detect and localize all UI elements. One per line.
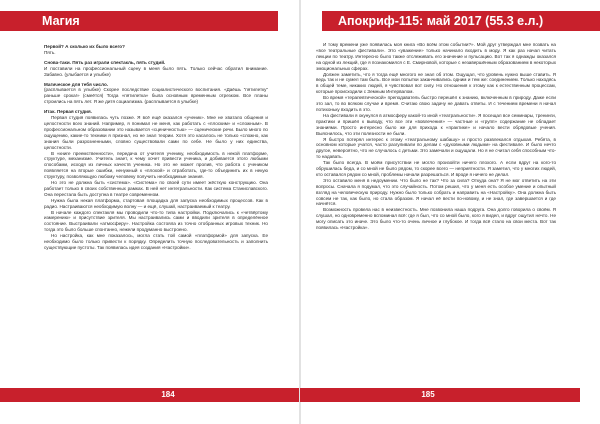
paragraph: На фестивали я окунулся в атмосферу какой-то иной «театральности». Я посещал все семинары, тренинги, практики и пришёл к выводу, что все эти «вовлечения» — частные и «групп» содержание не обладает знаниями. Просто интересно было же для прихода к «практике» и начало вести обрядовые учения. Выяснилось, что эти полезности не были. (316, 112, 556, 136)
paragraph: Первая студия появилась чуть позже. Я всё ещё оказался «ученик». Мне не хватало общения и целостности всех знаний. Например, я понимал не меня, как работать с «плоским» и «сложным». В профессиональном образовании это называется «сценичностью» — сценические речи. Было много по ощущению, какие-то техники я признал, но не знал теории. Хотя это касалось не только «сложно, как знания были разрозненными, словно существовали сами по себе. Не было у них единства, целостности. (44, 115, 268, 150)
paragraph: Но это не должна быть «система». «Система» по своей сути имеет жёсткую конструкцию. Она работает только в своих собственных рамках. В ней нет интегральности. Как система Станиславского. Она перестала быть доступна в театре современном. (44, 180, 268, 197)
paragraph: Так было всегда. В моём присутствии не могло произойти ничего плохого. А если вдруг на кого-то обрушилась беда, и со мной не было рядом, то скорее всего — неприятности. Я заметил, что у многих людей, кто оставался рядом со мной, проблемы начали разрешаться. И вроде я ничего не делал. (316, 160, 556, 177)
right-footer-bar (300, 388, 580, 402)
paragraph: Я быстро потерял интерес к этому «театральному шабашу» и просто развлекался отдыхая. Ребята, в основном которые учатся, часто разгуливали по делам с «духовными людьми» на фестивале. И было нечто другое, невероятно, что не случалось с детьми. Это замечали и ощущали. Но я не считал себя способным что-то надавать. (316, 136, 556, 160)
question: Магическое для тебя число. (44, 81, 109, 87)
paragraph: Нужна была некая платформа, стартовая площадка для запуска необходимых процессов. Как в радио. Настраиваются необходимую волну — и ещё, слушай, настраиваемый к театру. (44, 197, 268, 209)
paragraph: В начале каждого спектакля мы проводили что-то типа настройки. Подключались к «четвёртому измерению» и присутствие зрителя. Мы настраивались сами и вводили зрителя в определённое состояние. Выстраивали «атмосферу». Настройка состояла из точно отобранных игровых техник. Но тогда это было больше спонтанно, нежели продуманно выстроено. (44, 209, 268, 233)
left-header-bar (0, 11, 278, 31)
paragraph: Должен заметить, что я тогда ещё многого не знал об этом. Ощущал, что уровень нужно выше ставить. Я ведь так и не сумел там быть. Все мои попытки заканчивались одним и тем же: соединением. Только находясь в общей теме, никаких людей, я чувствовал вот силу. Но отношения к этому как к естественным процессам, которые происходили с Земным Интервалом. (316, 71, 556, 95)
page-number: 185 (421, 390, 435, 399)
answer: И поставили на профессиональный сцену в меня было пять. Только сейчас обратил внимание. Забавно. (улыбается и улыбке) (44, 65, 268, 77)
paragraph: Но настройка, как мне показалось, могла стать той самой «платформой» для запуска. Ее необходимо было только привести к порядку. Определить точную последовательность и заполнить существующие пустоты. Так появилась идея создания «Настройки». (44, 233, 268, 250)
paragraph: В «книге преемственности», передача от учителя ученику, необходимость в некой платформе, структуре, механизме. Учитель знает, к чему хочет привести ученика, и добивается этого любыми способами, исходя из личных качеств ученика. Но это не может пролив, что работа с учеником появляется на вторые ошибки, ненужный к «плохой» и отработать, где-то объединить их в некую структуру, позволяющую любому человеку получить необходимые знания. (44, 150, 268, 180)
paragraph: И тому времени уже появилась моя книга «Во всём этом событии?». Мой друг утверждал мне позвать на «все театральные фестивали». Это «уважение» только начинало входить в моду. Я как раз начал читать лекции по театру. Интересно было также отслеживать его значение и пульсацию. Вот так я однажды оказался на одной из лекций, где я познакомился с Е. Смирновой, которые с незавершённым образованием в некоторых эмоциональных сферах. (316, 42, 556, 71)
answer: Пять. (44, 49, 56, 55)
page-number: 184 (161, 390, 175, 399)
paragraph: Возможность провела нас в неизвестность. Мне позвонила наша подруга. Она долго говорила о своём. Я слушал, но одновременно вспоминал всё: где я был, что со мной было, кого я видел, и вдруг ощутил нечто. Не могу описать это иначе. Это было что-то очень личное и глубокое. И тогда всё стало на свои места. Вот так появилась «Настройка». (316, 207, 556, 231)
issue-title: Апокриф-115: май 2017 (55.3 е.л.) (338, 14, 544, 28)
answer: (расплывается в улыбке) Скорее последствие социалистического воспитания. «Даёшь “пятилетку” раньше срока!» (смеётся) Тогда «пятилетка» была основным временным отрезком. Все планы строились на пять лет. Я же дитя социализма. (расплывается в улыбке) (44, 87, 268, 105)
paragraph: Во время «терапевтической» преподаватель быстро перешёл к знанию, включенным в природу. Даже если это зал, то во всяком случае и время. Считаю свою задачу не давать ответы. И с течением времени я начал потихоньку входить в это. (316, 95, 556, 112)
question: Итак. Первая студия. (44, 109, 92, 115)
right-header-bar (322, 11, 600, 31)
section-title: Магия (42, 14, 80, 28)
right-text-column (316, 42, 556, 382)
left-text-column (44, 42, 268, 382)
right-page (300, 0, 600, 424)
left-footer-bar (0, 388, 300, 402)
question: Снова-таки. Пять раз играли спектакль, пять студий. (44, 59, 166, 65)
question: Первой? А сколько их было всего? (44, 44, 125, 49)
paragraph: Это оставило меня в недоумении. Что было не так? Что за сила? Откуда она? Я не мог ответить на эти вопросы. Сначала я подумал, что это случайность. Потом решил, что у меня есть особое умение и опытный взгляд на человеческую природу. Нужно было только собрать и направить на «Настройку». Она должна быть совсем не так, как было, но стала образом. Я начал её вести по-новому, и не знал, где завершается и где начнётся. (316, 177, 556, 207)
